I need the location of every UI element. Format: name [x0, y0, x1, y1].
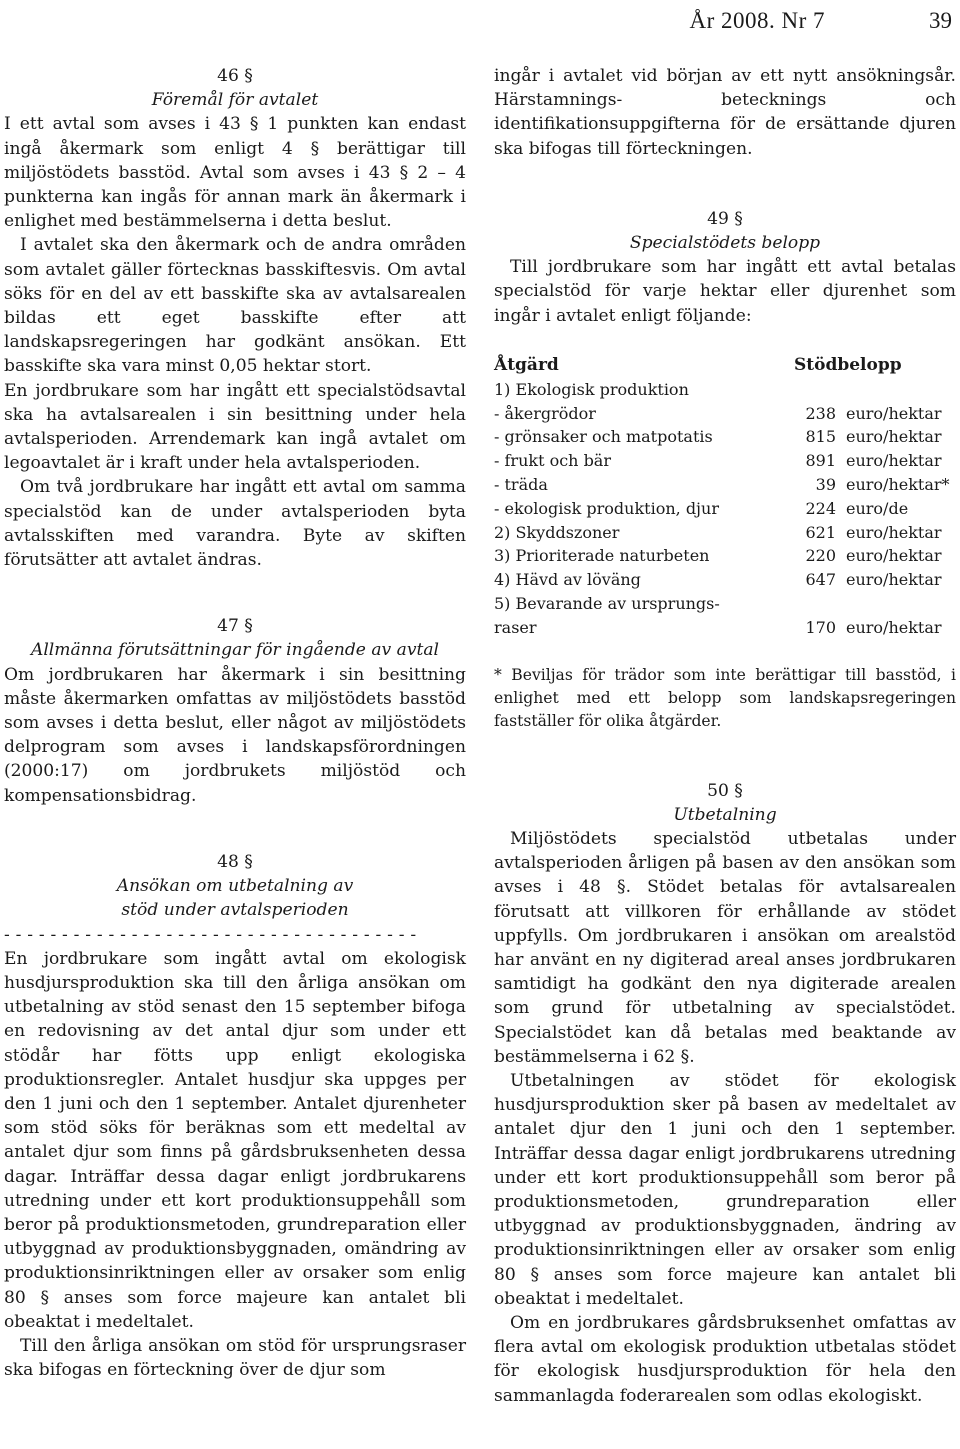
amount-cell: 815 — [805, 427, 836, 447]
support-rate-table — [494, 352, 956, 640]
paragraph: Till jordbrukare som har ingått ett avtal betalas specialstöd för varje hektar eller djurenhet som ingår i avtalet enligt följande: — [494, 257, 956, 326]
unit-cell — [846, 378, 956, 402]
measure-cell: 3) Prioriterade naturbeten — [494, 546, 710, 566]
unit-cell: euro/hektar — [846, 403, 942, 423]
section-title-line: stöd under avtalsperioden — [121, 900, 349, 921]
unit-cell: euro/hektar — [846, 546, 942, 566]
paragraph: Om två jordbrukare har ingått ett avtal om samma specialstöd kan de under avtalsperioden byta avtalsskiften med varandra. Byte av skiften förutsätter att avtalet ändras. — [4, 477, 466, 571]
section-47 — [4, 614, 466, 808]
section-title: Allmänna förutsättningar för ingående av avtal — [30, 640, 440, 661]
measure-cell: - ekologisk produktion, djur — [494, 498, 719, 518]
measure-cell: 2) Skyddszoner — [494, 522, 620, 542]
amount-cell: 39 — [815, 475, 836, 495]
paragraph: I avtalet ska den åkermark och de andra områden som avtalet gäller förtecknas basskiftesvis. Om avtal söks för en del av ett basskifte ska av avtalsarealen bildas ett eget basskifte efter att landskapsregeringen har godkänt ansökan. Ett basskifte ska vara minst 0,05 hektar stort. — [4, 235, 466, 377]
issue-label: År 2008. Nr 7 — [689, 8, 825, 33]
table-row — [494, 378, 956, 402]
amount-cell: 220 — [805, 546, 836, 566]
column-header-amount: Stödbelopp — [794, 354, 902, 375]
measure-cell: - åkergrödor — [494, 403, 596, 423]
page-header — [0, 4, 960, 34]
table-row — [494, 568, 956, 592]
table-row — [494, 592, 956, 616]
section-48 — [4, 850, 466, 1382]
unit-cell: euro/de — [846, 498, 909, 518]
amount-cell: 224 — [805, 498, 836, 518]
amount-cell: 891 — [805, 451, 836, 471]
dash-separator: - - - - - - - - - - - - - - - - - - - - - - - - - - - - - - - - - - - - — [4, 924, 417, 945]
measure-cell: raser — [494, 617, 537, 637]
unit-cell: euro/hektar — [846, 570, 942, 590]
amount-cell — [794, 592, 846, 616]
unit-cell: euro/hektar — [846, 617, 942, 637]
unit-cell: euro/hektar — [846, 427, 942, 447]
section-heading: 50 § — [707, 780, 743, 801]
unit-cell: euro/hektar — [846, 451, 942, 471]
section-50 — [494, 779, 956, 1408]
table-row — [494, 402, 956, 426]
paragraph: Miljöstödets specialstöd utbetalas under avtalsperioden årligen på basen av den ansökan som avses i 48 §. Stödet betalas för avtalsarealen förutsatt att villkoren för erhållande av stödet uppfylls. Om jordbrukaren i ansökan om arealstöd har använt en ny digiterad areal anses jordbrukaren samtidigt ha godkänt den nya digiterade arealen som grund för utbetalning av specialstödet. Specialstödet kan då betalas med beaktande av bestämmelserna i 62 §. — [494, 829, 956, 1067]
paragraph: En jordbrukare som har ingått ett specialstödsavtal ska ha avtalsarealen i sin besittning under hela avtalsperioden. Arrendemark kan ingå avtalet om legoavtalet är i kraft under hela avtalsperioden. — [4, 380, 466, 474]
unit-cell: euro/hektar — [846, 522, 942, 542]
paragraph: Till den årliga ansökan om stöd för ursprungsraser ska bifogas en förteckning över de djur som — [4, 1335, 466, 1381]
table-row — [494, 425, 956, 449]
section-49 — [494, 207, 956, 733]
paragraph: Utbetalningen av stödet för ekologisk husdjursproduktion sker på basen av medeltalet av antalet djur den 1 juni och den 1 september. Inträffar dessa dagar enligt jordbrukarens utredning under ett kort produktionsuppehåll som beror på produktionsmetoden, grundreparation eller utbyggnad av produktionsbyggnaden, ändring av produktionsinriktningen eller av orsaker som enlig 80 § anses som force majeure kan antalet bli obeaktat i medeltalet. — [494, 1071, 956, 1309]
amount-cell — [794, 378, 846, 402]
table-row — [494, 544, 956, 568]
table-row — [494, 473, 956, 497]
paragraph: Om en jordbrukares gårdsbruksenhet omfattas av flera avtal om ekologisk produktion utbetalas stödet för ekologisk husdjursproduktion för hela den sammanlagda foderarealen som odlas ekologiskt. — [494, 1313, 956, 1406]
table-row — [494, 521, 956, 545]
section-heading: 46 § — [217, 66, 253, 86]
measure-cell: 5) Bevarande av ursprungs- — [494, 594, 720, 613]
section-heading: 49 § — [707, 208, 743, 229]
left-column — [4, 64, 466, 1382]
page-number: 39 — [929, 8, 952, 33]
footnote: * Beviljas för trädor som inte berättigar till basstöd, i enlighet med ett belopp som landskapsregeringen fastställer för olika åtgärder. — [494, 665, 956, 730]
section-title-line: Ansökan om utbetalning av — [116, 876, 354, 897]
section-title: Utbetalning — [673, 804, 777, 825]
table-row — [494, 616, 956, 640]
section-title: Föremål för avtalet — [151, 90, 319, 111]
section-46 — [4, 64, 466, 572]
section-title: Specialstödets belopp — [629, 233, 821, 254]
unit-cell — [846, 592, 956, 616]
paragraph: I ett avtal som avses i 43 § 1 punkten kan endast ingå åkermark som enligt 4 § berättigar till miljöstödets basstöd. Avtal som avses i 43 § 2 – 4 punkterna kan ingås för annan mark än åkermark i enlighet med bestämmelserna i detta beslut. — [4, 114, 466, 232]
measure-cell: 1) Ekologisk produktion — [494, 379, 689, 399]
section-heading: 48 § — [217, 851, 253, 872]
amount-cell: 647 — [805, 570, 836, 590]
amount-cell: 621 — [805, 522, 836, 542]
column-header-measure: Åtgärd — [494, 354, 559, 375]
table-row — [494, 497, 956, 521]
measure-cell: 4) Hävd av löväng — [494, 570, 641, 590]
amount-cell: 238 — [805, 403, 836, 423]
amount-cell: 170 — [805, 617, 836, 637]
unit-cell: euro/hektar* — [846, 475, 950, 495]
right-column — [494, 64, 956, 1408]
measure-cell: - träda — [494, 475, 548, 495]
paragraph-continued: ingår i avtalet vid början av ett nytt ansökningsår. Härstamnings- betecknings och identifikationsuppgifterna för de ersättande djuren ska bifogas till förteckningen. — [494, 66, 956, 159]
measure-cell: - grönsaker och matpotatis — [494, 427, 713, 447]
paragraph: En jordbrukare som ingått avtal om ekologisk husdjursproduktion ska till den årliga ansökan om utbetalning av stöd senast den 15 september bifoga en redovisning av det antal djur som under ett stödår har fötts upp enligt ekologiska produktionsregler. Antalet husdjur ska uppges per den 1 juni och den 1 september. Antalet djurenheter som stöd söks för beräknas som ett medeltal av antalet djur som finns på gårdsbruksenheten dessa dagar. Inträffar dessa dagar enligt jordbrukarens utredning under ett kort produktionsuppehåll som beror på produktionsmetoden, grundreparation eller utbyggnad av produktionsbyggnaden, omändring av produktionsinriktningen eller av orsaker som enlig 80 § anses som force majeure kan antalet bli obeaktat i medeltalet. — [4, 948, 466, 1332]
table-row — [494, 449, 956, 473]
paragraph: Om jordbrukaren har åkermark i sin besittning måste åkermarken omfattas av miljöstödets basstöd som avses i detta beslut, eller något av miljöstödets delprogram som avses i landskapsförordningen (2000:17) om jordbrukets miljöstöd och kompensationsbidrag. — [4, 664, 466, 806]
table-header-row — [494, 352, 956, 378]
section-heading: 47 § — [217, 616, 253, 637]
measure-cell: - frukt och bär — [494, 451, 611, 471]
